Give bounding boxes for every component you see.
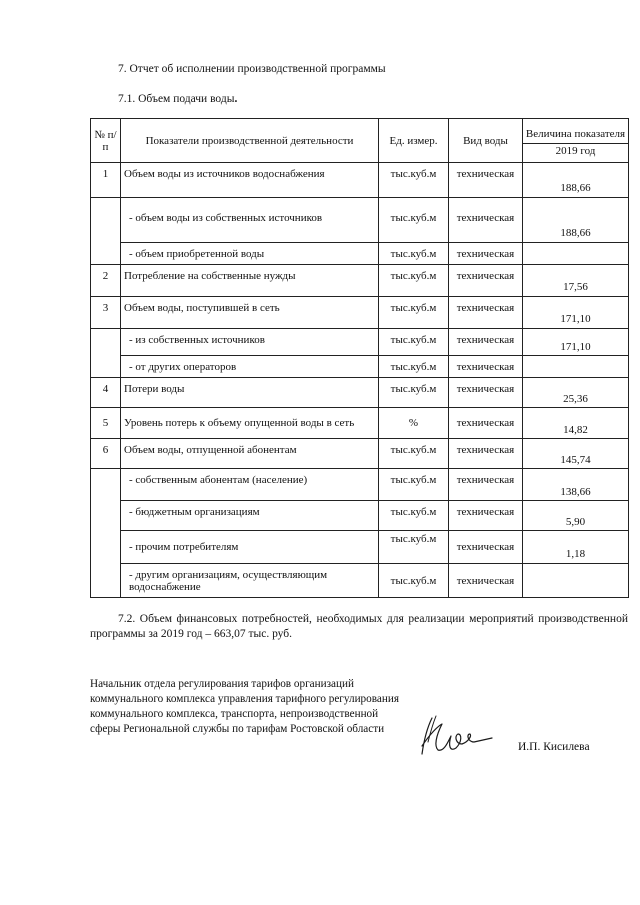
row-label: - объем воды из собственных источников (121, 198, 379, 243)
row-type: техническая (449, 408, 523, 439)
table-row (91, 198, 629, 243)
table-row (91, 297, 629, 329)
header-num: № п/п (91, 119, 121, 163)
row-type: техническая (449, 297, 523, 329)
row-unit: тыс.куб.м (379, 501, 449, 531)
header-indicator: Показатели производственной деятельности (121, 119, 379, 163)
row-type: техническая (449, 198, 523, 243)
row-label: Объем воды, поступившей в сеть (121, 297, 379, 329)
row-value (523, 564, 629, 598)
row-value: 1,18 (523, 531, 629, 564)
row-num (91, 198, 121, 265)
row-unit: % (379, 408, 449, 439)
row-label: Объем воды, отпущенной абонентам (121, 439, 379, 469)
row-label: Уровень потерь к объему опущенной воды в сеть (121, 408, 379, 439)
row-label: - из собственных источников (121, 329, 379, 356)
row-type: техническая (449, 243, 523, 265)
row-value: 188,66 (523, 163, 629, 198)
row-unit: тыс.куб.м (379, 243, 449, 265)
row-type: техническая (449, 531, 523, 564)
table-row (91, 163, 629, 198)
section-heading: 7. Отчет об исполнении производственной программы (118, 63, 386, 75)
row-type: техническая (449, 356, 523, 378)
table-row (91, 531, 629, 564)
header-water-type: Вид воды (449, 119, 523, 163)
signatory-name: И.П. Кисилева (518, 741, 590, 753)
signatory-position: Начальник отдела регулирования тарифов организаций коммунального комплекса управления тарифного регулирования коммунального комплекса, транспорта, непроизводственной сферы Региональной службы по тарифам Ростовской области (90, 678, 399, 735)
row-label: - объем приобретенной воды (121, 243, 379, 265)
table-row (91, 408, 629, 439)
row-unit: тыс.куб.м (379, 297, 449, 329)
row-type: техническая (449, 378, 523, 408)
row-unit: тыс.куб.м (379, 329, 449, 356)
row-unit: тыс.куб.м (379, 356, 449, 378)
row-value: 25,36 (523, 378, 629, 408)
table-row (91, 378, 629, 408)
row-unit: тыс.куб.м (379, 531, 449, 564)
row-unit: тыс.куб.м (379, 198, 449, 243)
row-label: - другим организациям, осуществляющим водоснабжение (121, 564, 379, 598)
table-row (91, 356, 629, 378)
row-value: 171,10 (523, 329, 629, 356)
row-num: 5 (91, 408, 121, 439)
handwritten-signature (418, 712, 498, 760)
row-type: техническая (449, 501, 523, 531)
financial-needs-paragraph: 7.2. Объем финансовых потребностей, необходимых для реализации мероприятий производственной программы за 2019 год – 663,07 тыс. руб. (90, 613, 628, 640)
row-num (91, 329, 121, 378)
row-type: техническая (449, 265, 523, 297)
row-value: 14,82 (523, 408, 629, 439)
row-num (91, 469, 121, 598)
row-value (523, 243, 629, 265)
row-unit: тыс.куб.м (379, 163, 449, 198)
row-type: техническая (449, 469, 523, 501)
row-label: Потребление на собственные нужды (121, 265, 379, 297)
row-num: 3 (91, 297, 121, 329)
row-value: 171,10 (523, 297, 629, 329)
row-label: - собственным абонентам (население) (121, 469, 379, 501)
table-row (91, 265, 629, 297)
row-value: 5,90 (523, 501, 629, 531)
table-row (91, 501, 629, 531)
row-value (523, 356, 629, 378)
water-supply-table (90, 118, 629, 598)
row-unit: тыс.куб.м (379, 469, 449, 501)
header-unit: Ед. измер. (379, 119, 449, 163)
subsection-heading-text: 7.1. Объем подачи воды (118, 93, 235, 105)
subsection-heading (118, 93, 237, 105)
row-type: техническая (449, 564, 523, 598)
row-type: техническая (449, 163, 523, 198)
row-value: 188,66 (523, 198, 629, 243)
table-header-row (91, 119, 629, 163)
row-label: - прочим потребителям (121, 531, 379, 564)
table-row (91, 243, 629, 265)
row-label: - от других операторов (121, 356, 379, 378)
row-unit: тыс.куб.м (379, 378, 449, 408)
row-unit: тыс.куб.м (379, 439, 449, 469)
row-num: 1 (91, 163, 121, 198)
row-unit: тыс.куб.м (379, 265, 449, 297)
row-value: 145,74 (523, 439, 629, 469)
header-year: 2019 год (523, 143, 628, 158)
table-row (91, 439, 629, 469)
row-num: 6 (91, 439, 121, 469)
table-row (91, 564, 629, 598)
header-value-label: Величина показателя (525, 127, 626, 140)
row-type: техническая (449, 329, 523, 356)
row-value: 138,66 (523, 469, 629, 501)
row-label: - бюджетным организациям (121, 501, 379, 531)
row-num: 4 (91, 378, 121, 408)
header-value (523, 119, 629, 163)
subsection-heading-dot: . (234, 93, 238, 105)
row-unit: тыс.куб.м (379, 564, 449, 598)
table-row (91, 329, 629, 356)
row-num: 2 (91, 265, 121, 297)
table-row (91, 469, 629, 501)
row-type: техническая (449, 439, 523, 469)
row-label: Объем воды из источников водоснабжения (121, 163, 379, 198)
row-value: 17,56 (523, 265, 629, 297)
row-label: Потери воды (121, 378, 379, 408)
